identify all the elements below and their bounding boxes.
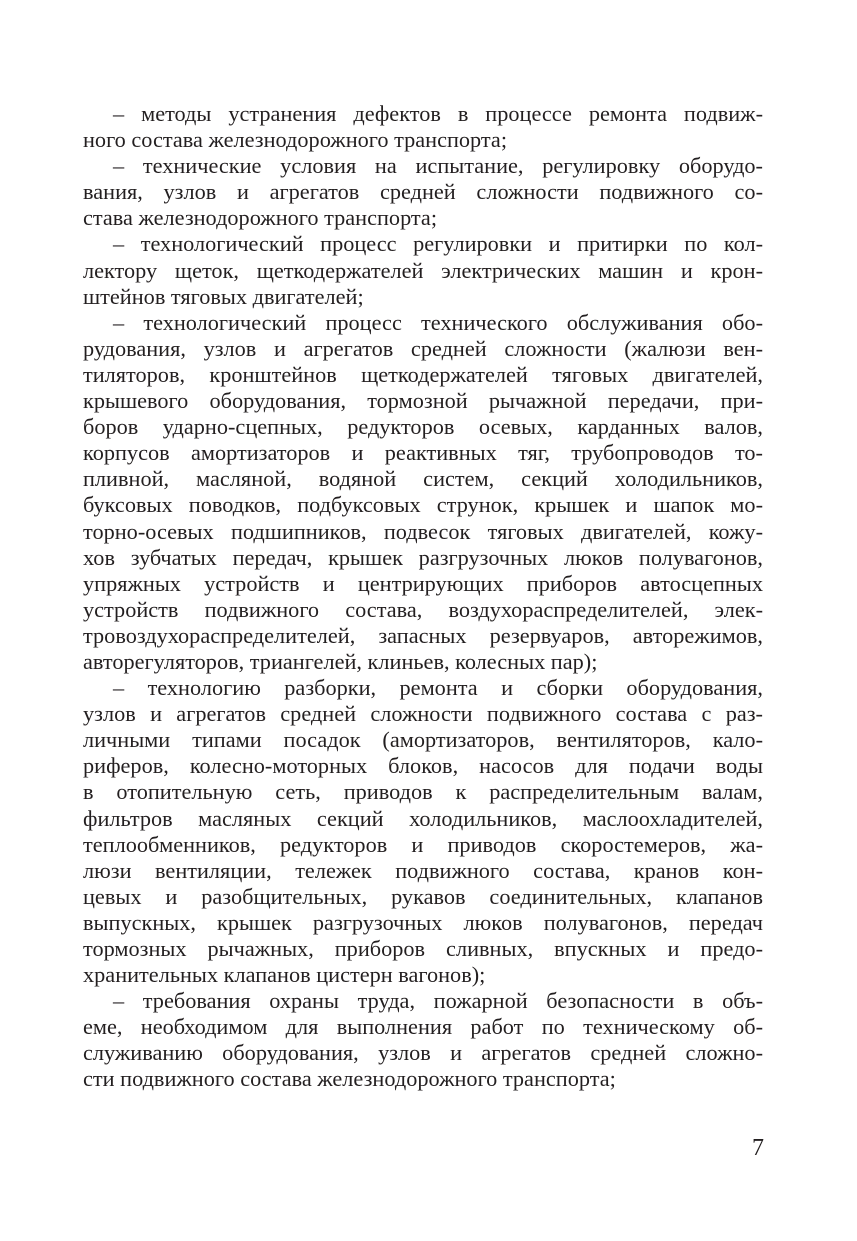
text-line: лектору щеток, щеткодержателей электрических машин и крон- [83,257,763,283]
text-line: хранительных клапанов цистерн вагонов); [83,962,486,988]
text-line: авторегуляторов, триангелей, клиньев, колесных пар); [83,648,598,674]
list-item-defect-methods [83,101,763,153]
text-line: упряжных устройств и центрирующих приборов автосцепных [83,570,763,596]
text-line: штейнов тяговых двигателей; [83,283,364,309]
text-line: – технические условия на испытание, регулировку оборудо- [113,153,763,179]
list-item-technical-conditions [83,153,763,231]
page-number: 7 [752,1135,764,1161]
text-line: тиляторов, кронштейнов щеткодержателей тяговых двигателей, [83,361,763,387]
text-line: – технологический процесс технического обслуживания обо- [113,309,763,335]
text-line: ного состава железнодорожного транспорта; [83,127,508,153]
text-line: устройств подвижного состава, воздухораспределителей, элек- [83,596,763,622]
text-line: рудования, узлов и агрегатов средней сложности (жалюзи вен- [83,335,763,361]
text-line: вания, узлов и агрегатов средней сложности подвижного со- [83,179,763,205]
text-line: еме, необходимом для выполнения работ по техническому об- [83,1014,763,1040]
text-line: в отопительную сеть, приводов к распределительным валам, [83,779,763,805]
list-item-safety-requirements [83,988,763,1092]
list-item-disassembly-technology [83,675,763,988]
text-line: буксовых поводков, подбуксовых струнок, крышек и шапок мо- [83,492,763,518]
text-line: става железнодорожного транспорта; [83,205,438,231]
text-line: пливной, масляной, водяной систем, секций холодильников, [83,466,763,492]
text-line: тровоздухораспределителей, запасных резервуаров, авторежимов, [83,622,763,648]
text-line: цевых и разобщительных, рукавов соединительных, клапанов [83,883,763,909]
text-line: служиванию оборудования, узлов и агрегатов средней сложно- [83,1040,763,1066]
text-line: – методы устранения дефектов в процессе ремонта подвиж- [113,101,763,126]
text-line: выпускных, крышек разгрузочных люков полувагонов, передач [83,909,763,935]
list-item-maintenance-process [83,310,763,675]
text-line: личными типами посадок (амортизаторов, вентиляторов, кало- [83,727,763,753]
text-line: хов зубчатых передач, крышек разгрузочных люков полувагонов, [83,544,763,570]
text-line: – требования охраны труда, пожарной безопасности в объ- [113,988,763,1014]
text-line: риферов, колесно-моторных блоков, насосов для подачи воды [83,753,763,779]
body-text [83,101,763,1093]
text-line: – технологию разборки, ремонта и сборки оборудования, [113,675,763,701]
text-line: узлов и агрегатов средней сложности подвижного состава с раз- [83,701,763,727]
text-line: теплообменников, редукторов и приводов скоростемеров, жа- [83,831,763,857]
text-line: корпусов амортизаторов и реактивных тяг, трубопроводов то- [83,440,763,466]
text-line: сти подвижного состава железнодорожного транспорта; [83,1066,616,1092]
text-line: – технологический процесс регулировки и притирки по кол- [113,231,763,257]
text-line: люзи вентиляции, тележек подвижного состава, кранов кон- [83,857,763,883]
text-line: фильтров масляных секций холодильников, маслоохладителей, [83,805,763,831]
text-line: торно-осевых подшипников, подвесок тяговых двигателей, кожу- [83,518,763,544]
text-line: крышевого оборудования, тормозной рычажной передачи, при- [83,388,763,414]
list-item-brush-adjustment [83,231,763,309]
text-line: тормозных рычажных, приборов сливных, впускных и предо- [83,936,763,961]
text-line: боров ударно-сцепных, редукторов осевых, карданных валов, [83,414,763,440]
